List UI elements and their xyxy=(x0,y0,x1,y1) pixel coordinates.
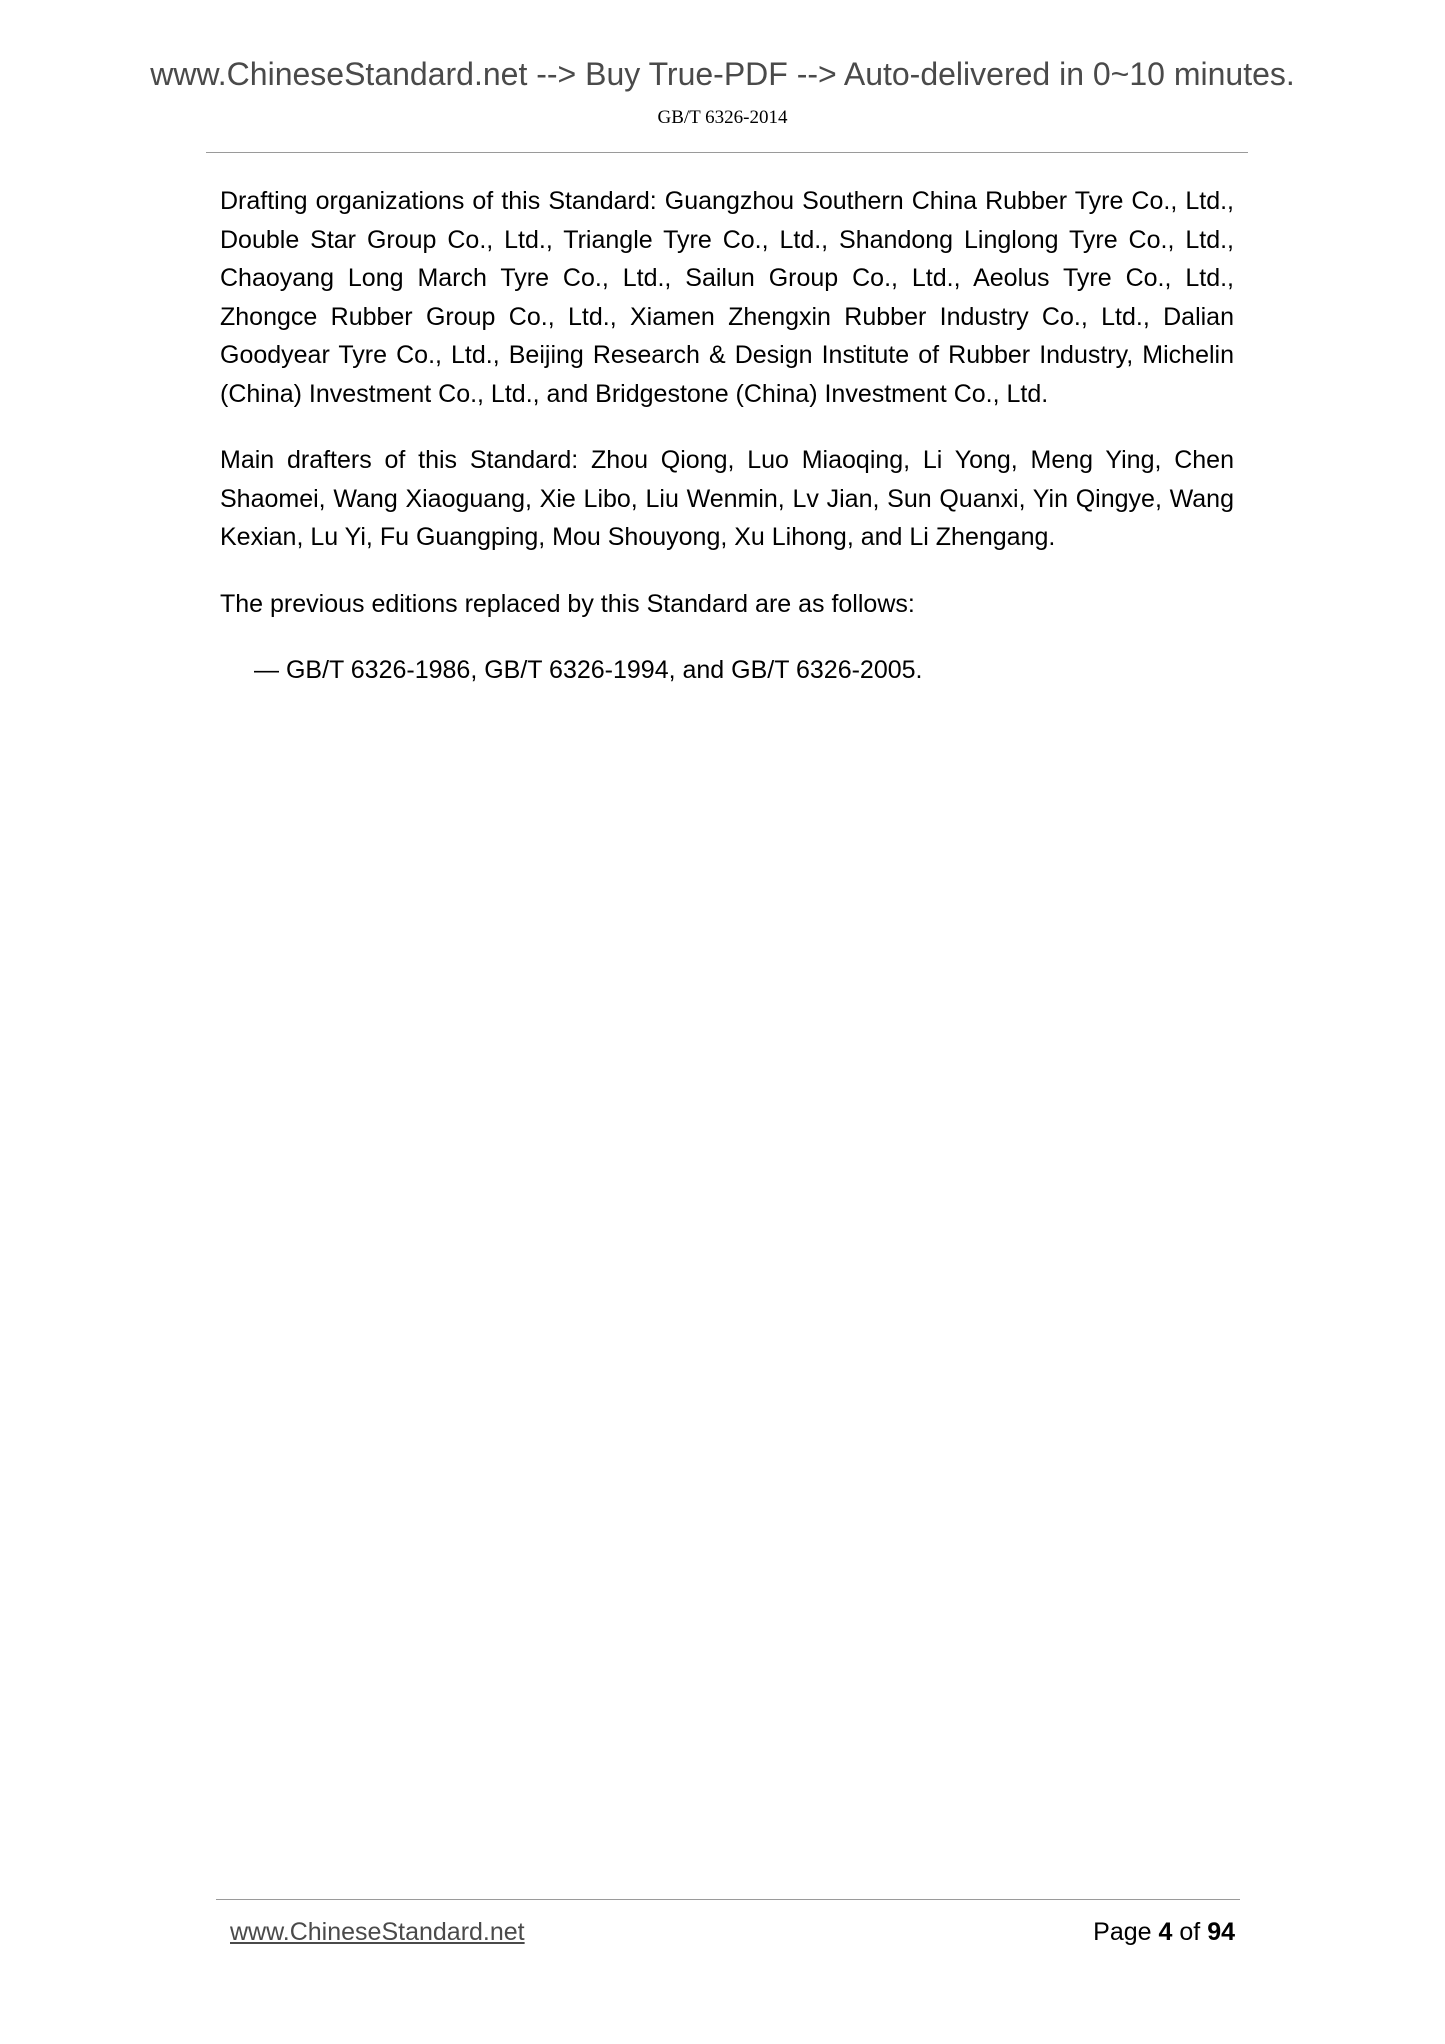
document-code: GB/T 6326-2014 xyxy=(657,107,788,128)
header-banner: www.ChineseStandard.net --> Buy True-PDF --> Auto-delivered in 0~10 minutes. xyxy=(150,56,1295,92)
page-number xyxy=(1093,1918,1235,1947)
page-of: of xyxy=(1179,1918,1201,1946)
previous-editions-list-item: — GB/T 6326-1986, GB/T 6326-1994, and GB/T 6326-2005. xyxy=(254,656,923,684)
page-current: 4 xyxy=(1158,1918,1173,1946)
drafting-organizations-paragraph: Drafting organizations of this Standard: Guangzhou Southern China Rubber Tyre Co., Ltd., Double Star Group Co., Ltd., Triangle Tyre Co., Ltd., Shandong Linglong Tyre Co., Ltd., Chaoyang Long March Tyre Co., Ltd., Sailun Group Co., Ltd., Aeolus Tyre Co., Ltd., Zhongce Rubber Group Co., Ltd., Xiamen Zhengxin Rubber Industry Co., Ltd., Dalian Goodyear Tyre Co., Ltd., Beijing Research & Design Institute of Rubber Industry, Michelin (China) Investment Co., Ltd., and Bridgestone (China) Investment Co., Ltd. xyxy=(220,187,1234,408)
footer-site-link[interactable]: www.ChineseStandard.net xyxy=(230,1918,525,1946)
previous-editions-intro: The previous editions replaced by this Standard are as follows: xyxy=(220,589,915,618)
page-total: 94 xyxy=(1207,1918,1235,1946)
page-body xyxy=(220,182,1234,718)
header-divider xyxy=(206,152,1248,153)
page-label: Page xyxy=(1093,1918,1152,1946)
footer-divider xyxy=(216,1899,1240,1900)
main-drafters-paragraph: Main drafters of this Standard: Zhou Qiong, Luo Miaoqing, Li Yong, Meng Ying, Chen Shaomei, Wang Xiaoguang, Xie Libo, Liu Wenmin, Lv Jian, Sun Quanxi, Yin Qingye, Wang Kexian, Lu Yi, Fu Guangping, Mou Shouyong, Xu Lihong, and Li Zhengang. xyxy=(220,446,1234,551)
